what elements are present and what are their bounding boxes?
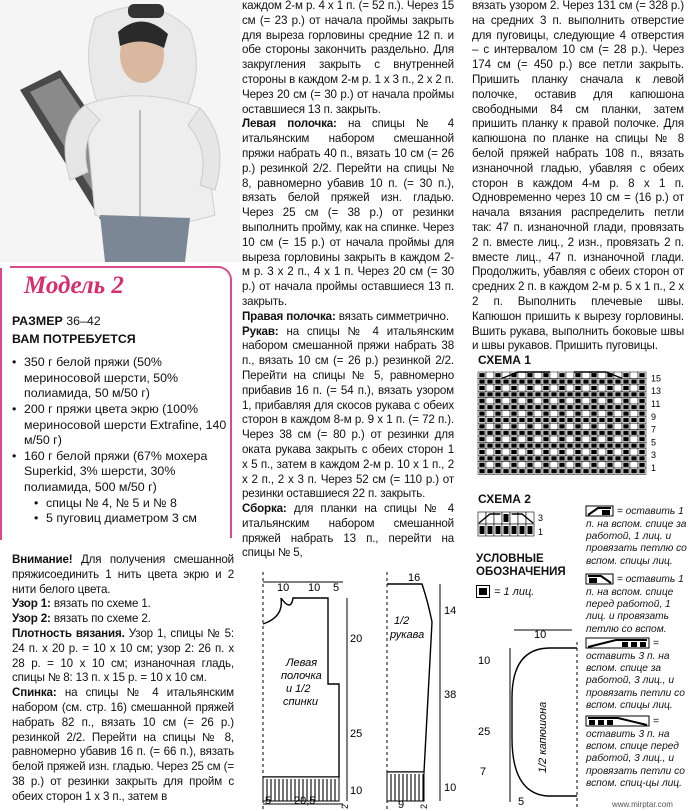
schema-1-cell	[582, 436, 590, 442]
legend-sym1: = оставить 1 п. на вспом. спице за работой, 1 лиц. и провязать петлю со вспом. спицы лиц.	[586, 506, 687, 567]
svg-text:10: 10	[478, 655, 491, 667]
schema-1-cell	[582, 423, 590, 429]
schema-1-cell	[518, 436, 526, 442]
schema-1-cell	[614, 410, 622, 416]
schema-1-cell	[534, 385, 542, 391]
model-photo	[0, 0, 240, 262]
schema-1-cell	[598, 398, 606, 404]
svg-text:20: 20	[350, 633, 363, 645]
legend-title: УСЛОВНЫЕ ОБОЗНАЧЕНИЯ	[476, 553, 566, 578]
schema-1-cell	[582, 462, 590, 468]
schema-1-grid	[476, 366, 688, 476]
schema-1-cell	[502, 410, 510, 416]
schema-1-cell	[502, 398, 510, 404]
schema-1-cell	[598, 462, 606, 468]
svg-text:рукава: рукава	[390, 629, 425, 641]
schema-1-cell	[630, 398, 638, 404]
material-item: • 200 г пряжи цвета экрю (100% мериносовой шерсти Extrafine, 140 м/50 г)	[12, 401, 227, 448]
schema-1-cell	[486, 449, 494, 455]
schema-1-cell	[630, 372, 638, 378]
schema-1-row-label: 13	[651, 386, 662, 397]
watermark: www.mirptar.com	[612, 800, 673, 809]
schema-1-cell	[486, 372, 494, 378]
svg-text:5: 5	[518, 796, 525, 808]
svg-text:5: 5	[333, 582, 340, 594]
schema-1-cell	[630, 410, 638, 416]
svg-text:25: 25	[350, 728, 363, 740]
svg-text:9: 9	[398, 799, 405, 811]
svg-text:10: 10	[444, 782, 457, 794]
schema-2-grid	[476, 506, 556, 540]
schema-1-cell	[502, 462, 510, 468]
schema-1-cell	[582, 385, 590, 391]
model-title: Модель 2	[24, 272, 124, 299]
schema-1-cell	[598, 385, 606, 391]
schema-1-title: СХЕМА 1	[478, 353, 531, 367]
column-2-text: каждом 2-м р. 4 х 1 п. (= 52 п.). Через 15 см (= 23 р.) от начала проймы закрыть для выреза горловины средние 12 п. и обе стороны закончить раздельно. Для закругления закрыть с внутренней стороны в каждом 2-м р. 1 х 3 п., 2 х 2 п. Через 20 см (= 30 р.) от начала проймы оставшиеся 13 п. закрыть. Левая полочка: на спицы № 4 итальянским набором смешанной пряжи набрать 40 п., вязать 10 см (= 26 р.) резинкой 2/2. Перейти на спицы № 8, равномерно убавив 10 п. (= 30 п.), вязать белой пряжей изн. гладью. Через 25 см (= 38 р.) от резинки выполнить пройму, как на спинке. Через 10 см (= 15 р.) от начала проймы для выреза горловины закрыть в каждом 2-м р. 3 х 2 п., 4 х 1 п. Через 20 см (= 30 р.) от начала проймы оставшиеся 13 п. закрыть. Правая полочка: вязать симметрично. Рукав: на спицы № 4 итальянским набором смешанной пряжи набрать 38 п., вязать 10 см (= 26 р.) резинкой 2/2. Перейти на спицы № 5, равномерно прибавив 16 п. (= 54 п.), вязать узором 1, прибавляя для скосов рукава с обеих сторон в каждом 8-м р. 9 х 1 п. (= 72 п.). Через 38 см (= 80 р.) от резинки для оката рукава закрыть с обеих сторон 1 х 5 п., затем в каждом 2-м р. 10 х 1 п., 2 х 2 п., 2 х 3 п. Через 52 см (= 110 р.) от резинки оставшиеся 22 п. закрыть. Сборка: для планки на спицы № 4 итальянским набором смешанной пряжей набрать 13 п., перейти на спицы № 5,	[242, 0, 455, 560]
schema-1-row-label: 7	[651, 424, 657, 435]
schema-1-cell	[550, 410, 558, 416]
material-item: • 160 г белой пряжи (67% мохера Superkid, 3% шерсти, 30% полиамида, 500 м/50 г)	[12, 448, 208, 494]
schema-1-row-label: 1	[651, 463, 657, 473]
schema-1-cell	[550, 385, 558, 391]
svg-text:10: 10	[308, 582, 321, 594]
schema-1-cell	[486, 385, 494, 391]
schema-1-cell	[614, 398, 622, 404]
column-3-text: вязать узором 2. Через 131 см (= 328 р.) на средних 3 п. выполнить отверстие для пуговицы, следующие 4 отверстия – с интервалом 10 см (= 28 р.). Через 174 см (= 450 р.) все петли закрыть. Пришить планку сначала к левой полочке, оставив для капюшона свободными 84 см планки, затем пришить планку к правой полочке. Для капюшона по планке на спицы № 8 белой пряжей набрать 108 п., вязать изнаночной гладью, убавляя с обеих сторон в каждом 4-м р. 8 х 1 п. Одновременно через 10 см = (16 р.) от начала вязания распределить петли так: 47 п. изнаночной глади, провязать 2 п. вместе лиц., 2 изн., провязать 2 п. вместе лиц., 47 п. изнаночной глади. Продолжить, убавляя с обеих сторон от средних 2 п. в каждом 2-м р. 5 х 1 п., 2 х 2 п. Выполнить плечевые швы. Капюшон пришить к вырезу горловины. Вшить рукава, выполнить боковые швы и швы рукавов. Пришить пуговицы.	[472, 0, 684, 353]
schema-1-cell	[566, 398, 574, 404]
schema-1-row-label: 9	[651, 411, 657, 422]
schema-1-cell	[486, 436, 494, 442]
cable-3-left-icon	[586, 716, 650, 727]
schema-1-cell	[502, 449, 510, 455]
legend-sym4: = оставить 3 п. на вспом. спице перед работой, 3 лиц., и провязать петли со вспом. спиц-цы лиц.	[586, 716, 685, 790]
material-item: • 5 пуговиц диаметром 3 см	[34, 511, 197, 526]
schema-1-cell	[502, 436, 510, 442]
schema-1-cell	[534, 410, 542, 416]
schema-1-cell	[582, 410, 590, 416]
schema-1-cell	[598, 372, 606, 378]
schema-1-cell	[598, 423, 606, 429]
schema-1-cell	[518, 449, 526, 455]
svg-text:14: 14	[444, 605, 457, 617]
schema-1-row-label: 15	[651, 373, 662, 384]
schema-1-cell	[550, 423, 558, 429]
schema-1-cell	[550, 449, 558, 455]
schema-1-cell	[534, 449, 542, 455]
schema-1-cell	[582, 449, 590, 455]
schema-1-cell	[550, 436, 558, 442]
schema-1-cell	[534, 423, 542, 429]
schema-1-cell	[518, 462, 526, 468]
front-diagram	[236, 572, 363, 811]
schema-1-cell	[518, 398, 526, 404]
schema-1-cell	[630, 449, 638, 455]
schema-1-cell	[566, 372, 574, 378]
schema-1-cell	[518, 410, 526, 416]
schema-1-row-label: 11	[651, 399, 661, 409]
schema-1-cell	[582, 398, 590, 404]
svg-text:38: 38	[444, 689, 457, 701]
legend-sym3: = оставить 3 п. на вспом. спице за работой, 3 лиц., и провязать петли со вспом. спицы лиц.	[586, 638, 685, 712]
schema-1-cell	[598, 449, 606, 455]
schema-1-cell	[486, 398, 494, 404]
schema-1-cell	[550, 372, 558, 378]
svg-text:5: 5	[265, 795, 272, 807]
schema-1-row-label: 5	[651, 437, 657, 448]
cable-right-icon	[586, 506, 614, 517]
schema-1-cell	[566, 436, 574, 442]
svg-text:1/2 капюшона: 1/2 капюшона	[537, 701, 549, 773]
schema-1-cell	[518, 372, 526, 378]
schema-1-cell	[486, 423, 494, 429]
schema-1-cell	[518, 423, 526, 429]
material-item: • спицы № 4, № 5 и № 8	[34, 495, 177, 510]
svg-text:20,5: 20,5	[294, 795, 316, 807]
schema-1-cell	[614, 436, 622, 442]
schema-1-cell	[614, 449, 622, 455]
schema-1-cell	[534, 462, 542, 468]
svg-text:Левая: Левая	[286, 657, 318, 669]
schema-1-cell	[550, 398, 558, 404]
schema-1-cell	[566, 410, 574, 416]
schema-1-cell	[486, 410, 494, 416]
svg-text:и 1/2: и 1/2	[286, 683, 311, 695]
schema-1-cell	[630, 385, 638, 391]
sleeve-diagram	[376, 572, 466, 811]
column-1-text: Внимание! Для получения смешанной пряжисоединить 1 нить цвета экрю и 2 нити белого цвета. Узор 1: вязать по схеме 1. Узор 2: вязать по схеме 2. Плотность вязания. Узор 1, спицы № 5: 24 п. х 20 р. = 10 х 10 см; узор 2: 26 п. х 28 р. = 10 х 10 см; изнаночная гладь, спицы № 8: 13 п. х 15 р. = 10 х 10 см. Спинка: на спицы № 4 итальянским набором (см. стр. 16) смешанной пряжей набрать 82 п., вязать 10 см (= 26 р.) резинкой 2/2. Перейти на спицы № 8, равномерно убавив 16 п. (= 66 п.), вязать белой пряжей изн. гладью. Через 25 см (= 38 р.) от резинки закрыть для пройм с обеих сторон 1 х 3 п., затем в	[12, 553, 235, 803]
schema-1-cell	[630, 423, 638, 429]
legend-sym2: = оставить 1 п. на вспом. спице перед работой, 1 лиц. и провязать петлю со вспом.	[586, 574, 684, 635]
hood-diagram	[472, 618, 587, 811]
svg-text:7: 7	[480, 766, 487, 778]
schema-1-cell	[534, 436, 542, 442]
schema-1-cell	[582, 372, 590, 378]
svg-text:1/2: 1/2	[394, 615, 410, 627]
cable-left-icon	[586, 574, 614, 585]
schema-1-cell	[614, 385, 622, 391]
svg-text:10: 10	[350, 785, 363, 797]
schema-1-cell	[598, 410, 606, 416]
svg-text:16: 16	[408, 572, 421, 584]
schema-1-cell	[566, 423, 574, 429]
schema-1-cell	[630, 436, 638, 442]
material-item: • 350 г белой пряжи (50% мериносовой шерсти, 50% полиамида, 50 м/50 г)	[12, 355, 179, 401]
schema-1-cell	[550, 462, 558, 468]
schema-1-cell	[598, 436, 606, 442]
schema-2-row-1: 1	[538, 527, 544, 537]
size-value: 36–42	[66, 314, 101, 328]
svg-text:2: 2	[340, 803, 350, 809]
knit-symbol-icon	[476, 585, 490, 598]
schema-1-cell	[630, 462, 638, 468]
schema-1-cell	[534, 398, 542, 404]
size-label: РАЗМЕР	[12, 314, 63, 328]
schema-1-cell	[534, 372, 542, 378]
model-info	[12, 314, 227, 527]
cable-3-right-icon	[586, 638, 650, 649]
schema-1-cell	[566, 385, 574, 391]
schema-1-cell	[502, 385, 510, 391]
schema-1-cell	[486, 462, 494, 468]
svg-text:полочка: полочка	[281, 670, 322, 682]
schema-1-row-label: 3	[651, 450, 657, 461]
schema-1-cell	[614, 462, 622, 468]
need-title: ВАМ ПОТРЕБУЕТСЯ	[12, 331, 136, 346]
schema-1-cell	[502, 423, 510, 429]
svg-text:25: 25	[478, 726, 491, 738]
schema-1-cell	[566, 449, 574, 455]
schema-2-title: СХЕМА 2	[478, 492, 531, 506]
svg-text:спинки: спинки	[283, 696, 319, 708]
schema-1-cell	[614, 423, 622, 429]
model-box-bar	[0, 268, 2, 540]
schema-1-cell	[518, 385, 526, 391]
svg-text:10: 10	[277, 582, 290, 594]
svg-text:10: 10	[534, 629, 547, 641]
legend-knit: = 1 лиц.	[476, 585, 534, 598]
schema-1-cell	[566, 462, 574, 468]
svg-text:2: 2	[419, 803, 429, 809]
schema-2-row-3: 3	[538, 513, 544, 523]
